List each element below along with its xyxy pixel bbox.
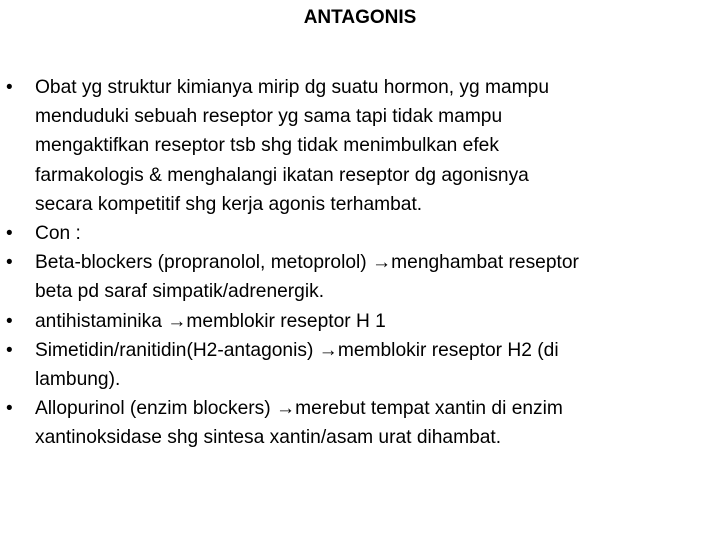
bullet-text-line: Beta-blockers (propranolol, metoprolol) →menghambat reseptor <box>35 252 579 274</box>
bullet-item <box>0 336 715 394</box>
bullet-dot-icon: • <box>6 310 13 332</box>
bullet-item <box>0 307 715 336</box>
bullet-text-line: secara kompetitif shg kerja agonis terhambat. <box>35 193 423 215</box>
bullet-text-line: beta pd saraf simpatik/adrenergik. <box>35 281 325 303</box>
bullet-text-line: menduduki sebuah reseptor yg sama tapi tidak mampu <box>35 106 503 128</box>
bullet-dot-icon: • <box>6 252 13 274</box>
bullet-dot-icon: • <box>6 223 13 245</box>
bullet-item <box>0 73 715 219</box>
bullet-text-line: lambung). <box>35 369 121 391</box>
bullet-text-line: farmakologis & menghalangi ikatan reseptor dg agonisnya <box>35 164 529 186</box>
bullet-item <box>0 248 715 306</box>
bullet-text-line: Simetidin/ranitidin(H2-antagonis) →memblokir reseptor H2 (di <box>35 339 559 361</box>
bullet-text-line: Allopurinol (enzim blockers) →merebut tempat xantin di enzim <box>35 398 563 420</box>
bullet-dot-icon: • <box>6 77 13 98</box>
bullet-text-line: antihistaminika →memblokir reseptor H 1 <box>35 310 386 332</box>
slide-title: ANTAGONIS <box>303 7 417 28</box>
bullet-item <box>0 394 715 452</box>
bullet-item <box>0 219 715 248</box>
bullet-text-line: mengaktifkan reseptor tsb shg tidak menimbulkan efek <box>35 135 499 157</box>
bullet-text-line: Con : <box>35 223 81 245</box>
bullet-list <box>0 73 720 453</box>
bullet-dot-icon: • <box>6 339 13 361</box>
bullet-text-line: xantinoksidase shg sintesa xantin/asam urat dihambat. <box>35 427 502 449</box>
bullet-text-line: Obat yg struktur kimianya mirip dg suatu hormon, yg mampu <box>35 77 550 98</box>
bullet-dot-icon: • <box>6 398 13 420</box>
